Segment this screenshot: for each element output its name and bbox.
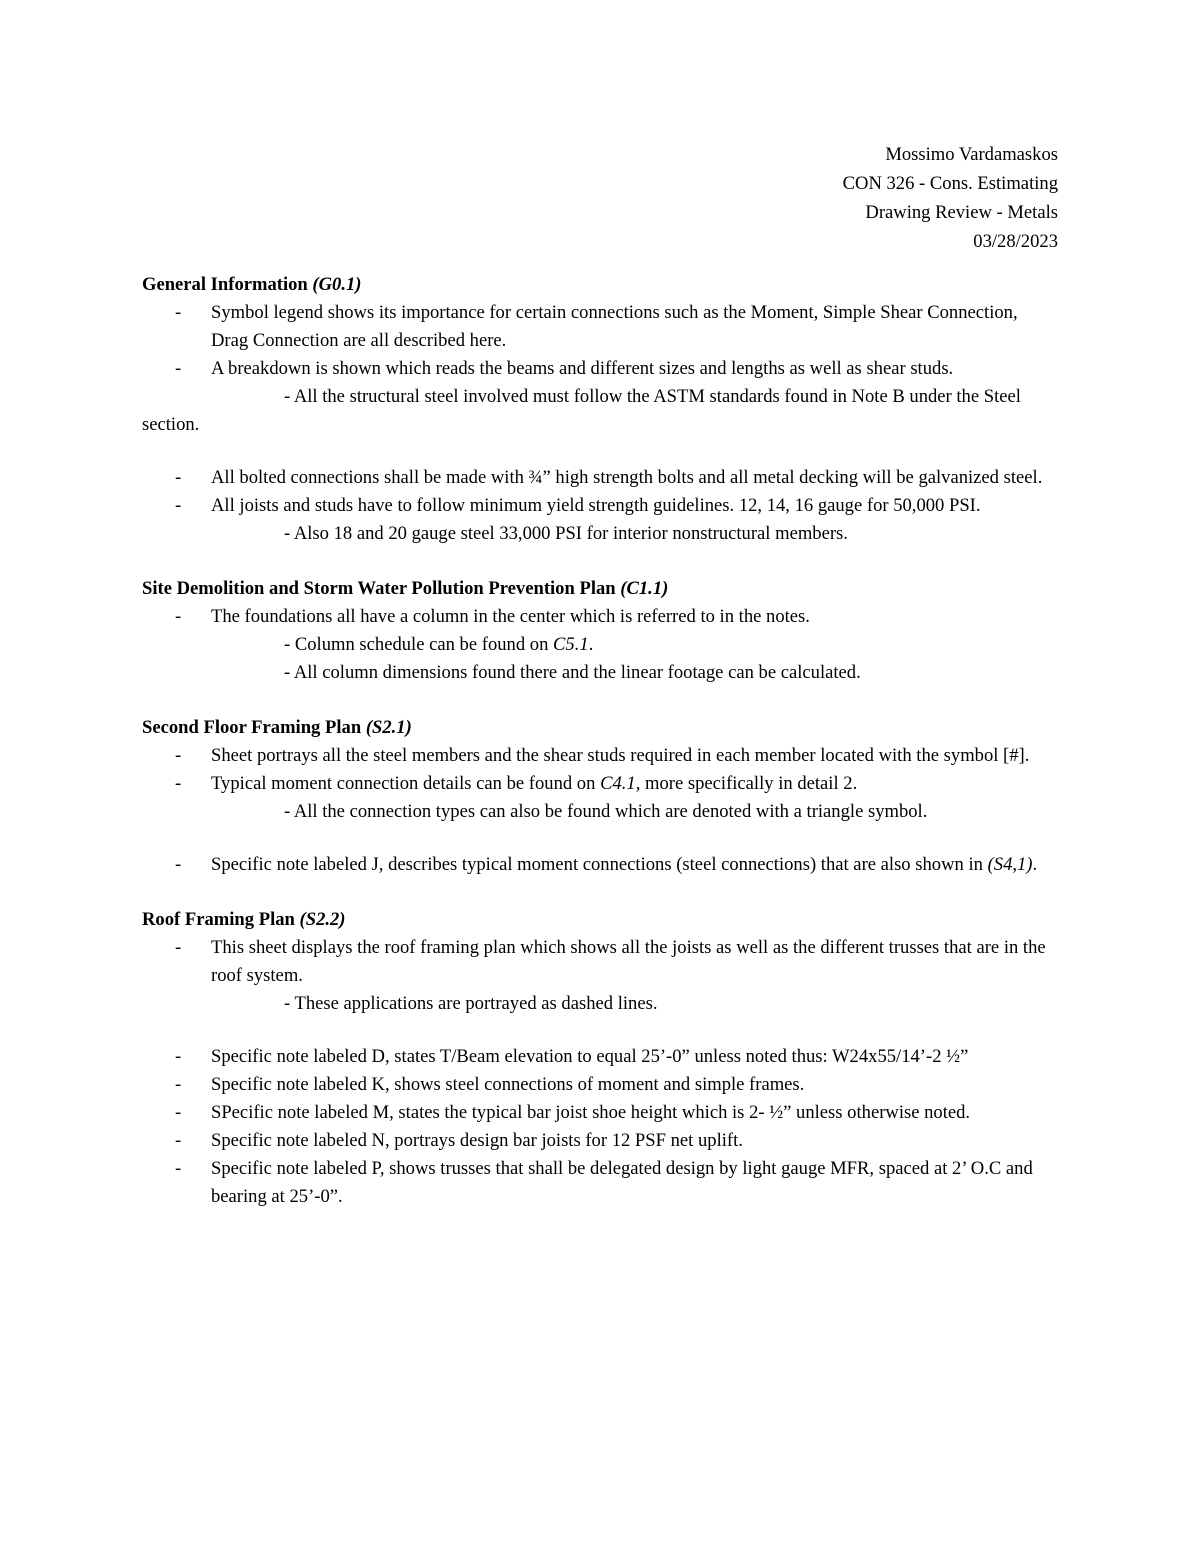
document-page [142, 140, 1058, 1238]
sheet-reference: (S4,1) [987, 854, 1033, 875]
dash-bullet: - [175, 302, 182, 323]
sheet-reference: (S2.2) [299, 909, 346, 930]
dash-bullet: - [175, 606, 182, 627]
sub-item: - Column schedule can be found on C5.1. [284, 634, 594, 655]
sheet-reference: C4.1 [600, 773, 636, 794]
section-title: Roof Framing Plan (S2.2) [142, 909, 346, 930]
sheet-reference: (G0.1) [312, 274, 362, 295]
dash-bullet: - [175, 1130, 182, 1151]
section-roof-framing [142, 906, 1058, 1211]
author-name: Mossimo Vardamaskos [885, 144, 1058, 165]
dash-bullet: - [175, 937, 182, 958]
list-item: - Specific note labeled K, shows steel connections of moment and simple frames. [142, 1071, 1058, 1099]
list-item: - This sheet displays the roof framing plan which shows all the joists as well as the different trusses that are in the roof system. [142, 934, 1058, 990]
dash-bullet: - [175, 358, 182, 379]
dash-bullet: - [175, 854, 182, 875]
document-header [142, 140, 1058, 256]
list-item: - The foundations all have a column in the center which is referred to in the notes. [142, 603, 1058, 631]
list-item: - Specific note labeled N, portrays design bar joists for 12 PSF net uplift. [142, 1127, 1058, 1155]
sheet-reference: (S2.1) [365, 717, 412, 738]
sub-item: - All the structural steel involved must follow the ASTM standards found in Note B under the Steel section. [142, 386, 1021, 435]
dash-bullet: - [175, 1102, 182, 1123]
course-name: CON 326 - Cons. Estimating [842, 173, 1058, 194]
dash-bullet: - [175, 467, 182, 488]
sub-item: - Also 18 and 20 gauge steel 33,000 PSI for interior nonstructural members. [284, 523, 848, 544]
dash-bullet: - [175, 1158, 182, 1179]
list-item: - Specific note labeled D, states T/Beam elevation to equal 25’-0” unless noted thus: W24x55/14’-2 ½” [142, 1043, 1058, 1071]
dash-bullet: - [175, 745, 182, 766]
list-item: - SPecific note labeled M, states the typical bar joist shoe height which is 2- ½” unless otherwise noted. [142, 1099, 1058, 1127]
section-general-information [142, 271, 1058, 548]
list-item: - A breakdown is shown which reads the beams and different sizes and lengths as well as shear studs. [142, 355, 1058, 383]
sub-item: - All the connection types can also be found which are denoted with a triangle symbol. [284, 801, 928, 822]
section-second-floor-framing [142, 714, 1058, 879]
sub-item: - All column dimensions found there and the linear footage can be calculated. [284, 662, 861, 683]
sheet-reference: C5.1 [553, 634, 589, 655]
list-item: - Specific note labeled P, shows trusses that shall be delegated design by light gauge MFR, spaced at 2’ O.C and bearing at 25’-0”. [142, 1155, 1058, 1211]
section-site-demolition [142, 575, 1058, 687]
assignment-title: Drawing Review - Metals [865, 202, 1058, 223]
section-title: Site Demolition and Storm Water Pollution Prevention Plan (C1.1) [142, 578, 669, 599]
dash-bullet: - [175, 1074, 182, 1095]
section-title: General Information (G0.1) [142, 274, 362, 295]
dash-bullet: - [175, 1046, 182, 1067]
section-title: Second Floor Framing Plan (S2.1) [142, 717, 412, 738]
list-item: - Symbol legend shows its importance for certain connections such as the Moment, Simple Shear Connection, Drag Connection are all described here. [142, 299, 1058, 355]
dash-bullet: - [175, 773, 182, 794]
sub-item: - These applications are portrayed as dashed lines. [284, 993, 658, 1014]
document-date: 03/28/2023 [973, 231, 1058, 252]
list-item: - Sheet portrays all the steel members and the shear studs required in each member located with the symbol [#]. [142, 742, 1058, 770]
list-item: - All bolted connections shall be made with ¾” high strength bolts and all metal decking will be galvanized steel. [142, 464, 1058, 492]
list-item: - All joists and studs have to follow minimum yield strength guidelines. 12, 14, 16 gauge for 50,000 PSI. [142, 492, 1058, 520]
sheet-reference: (C1.1) [620, 578, 669, 599]
list-item: - Typical moment connection details can be found on C4.1, more specifically in detail 2. [142, 770, 1058, 798]
dash-bullet: - [175, 495, 182, 516]
list-item: - Specific note labeled J, describes typical moment connections (steel connections) that are also shown in (S4,1). [142, 851, 1058, 879]
